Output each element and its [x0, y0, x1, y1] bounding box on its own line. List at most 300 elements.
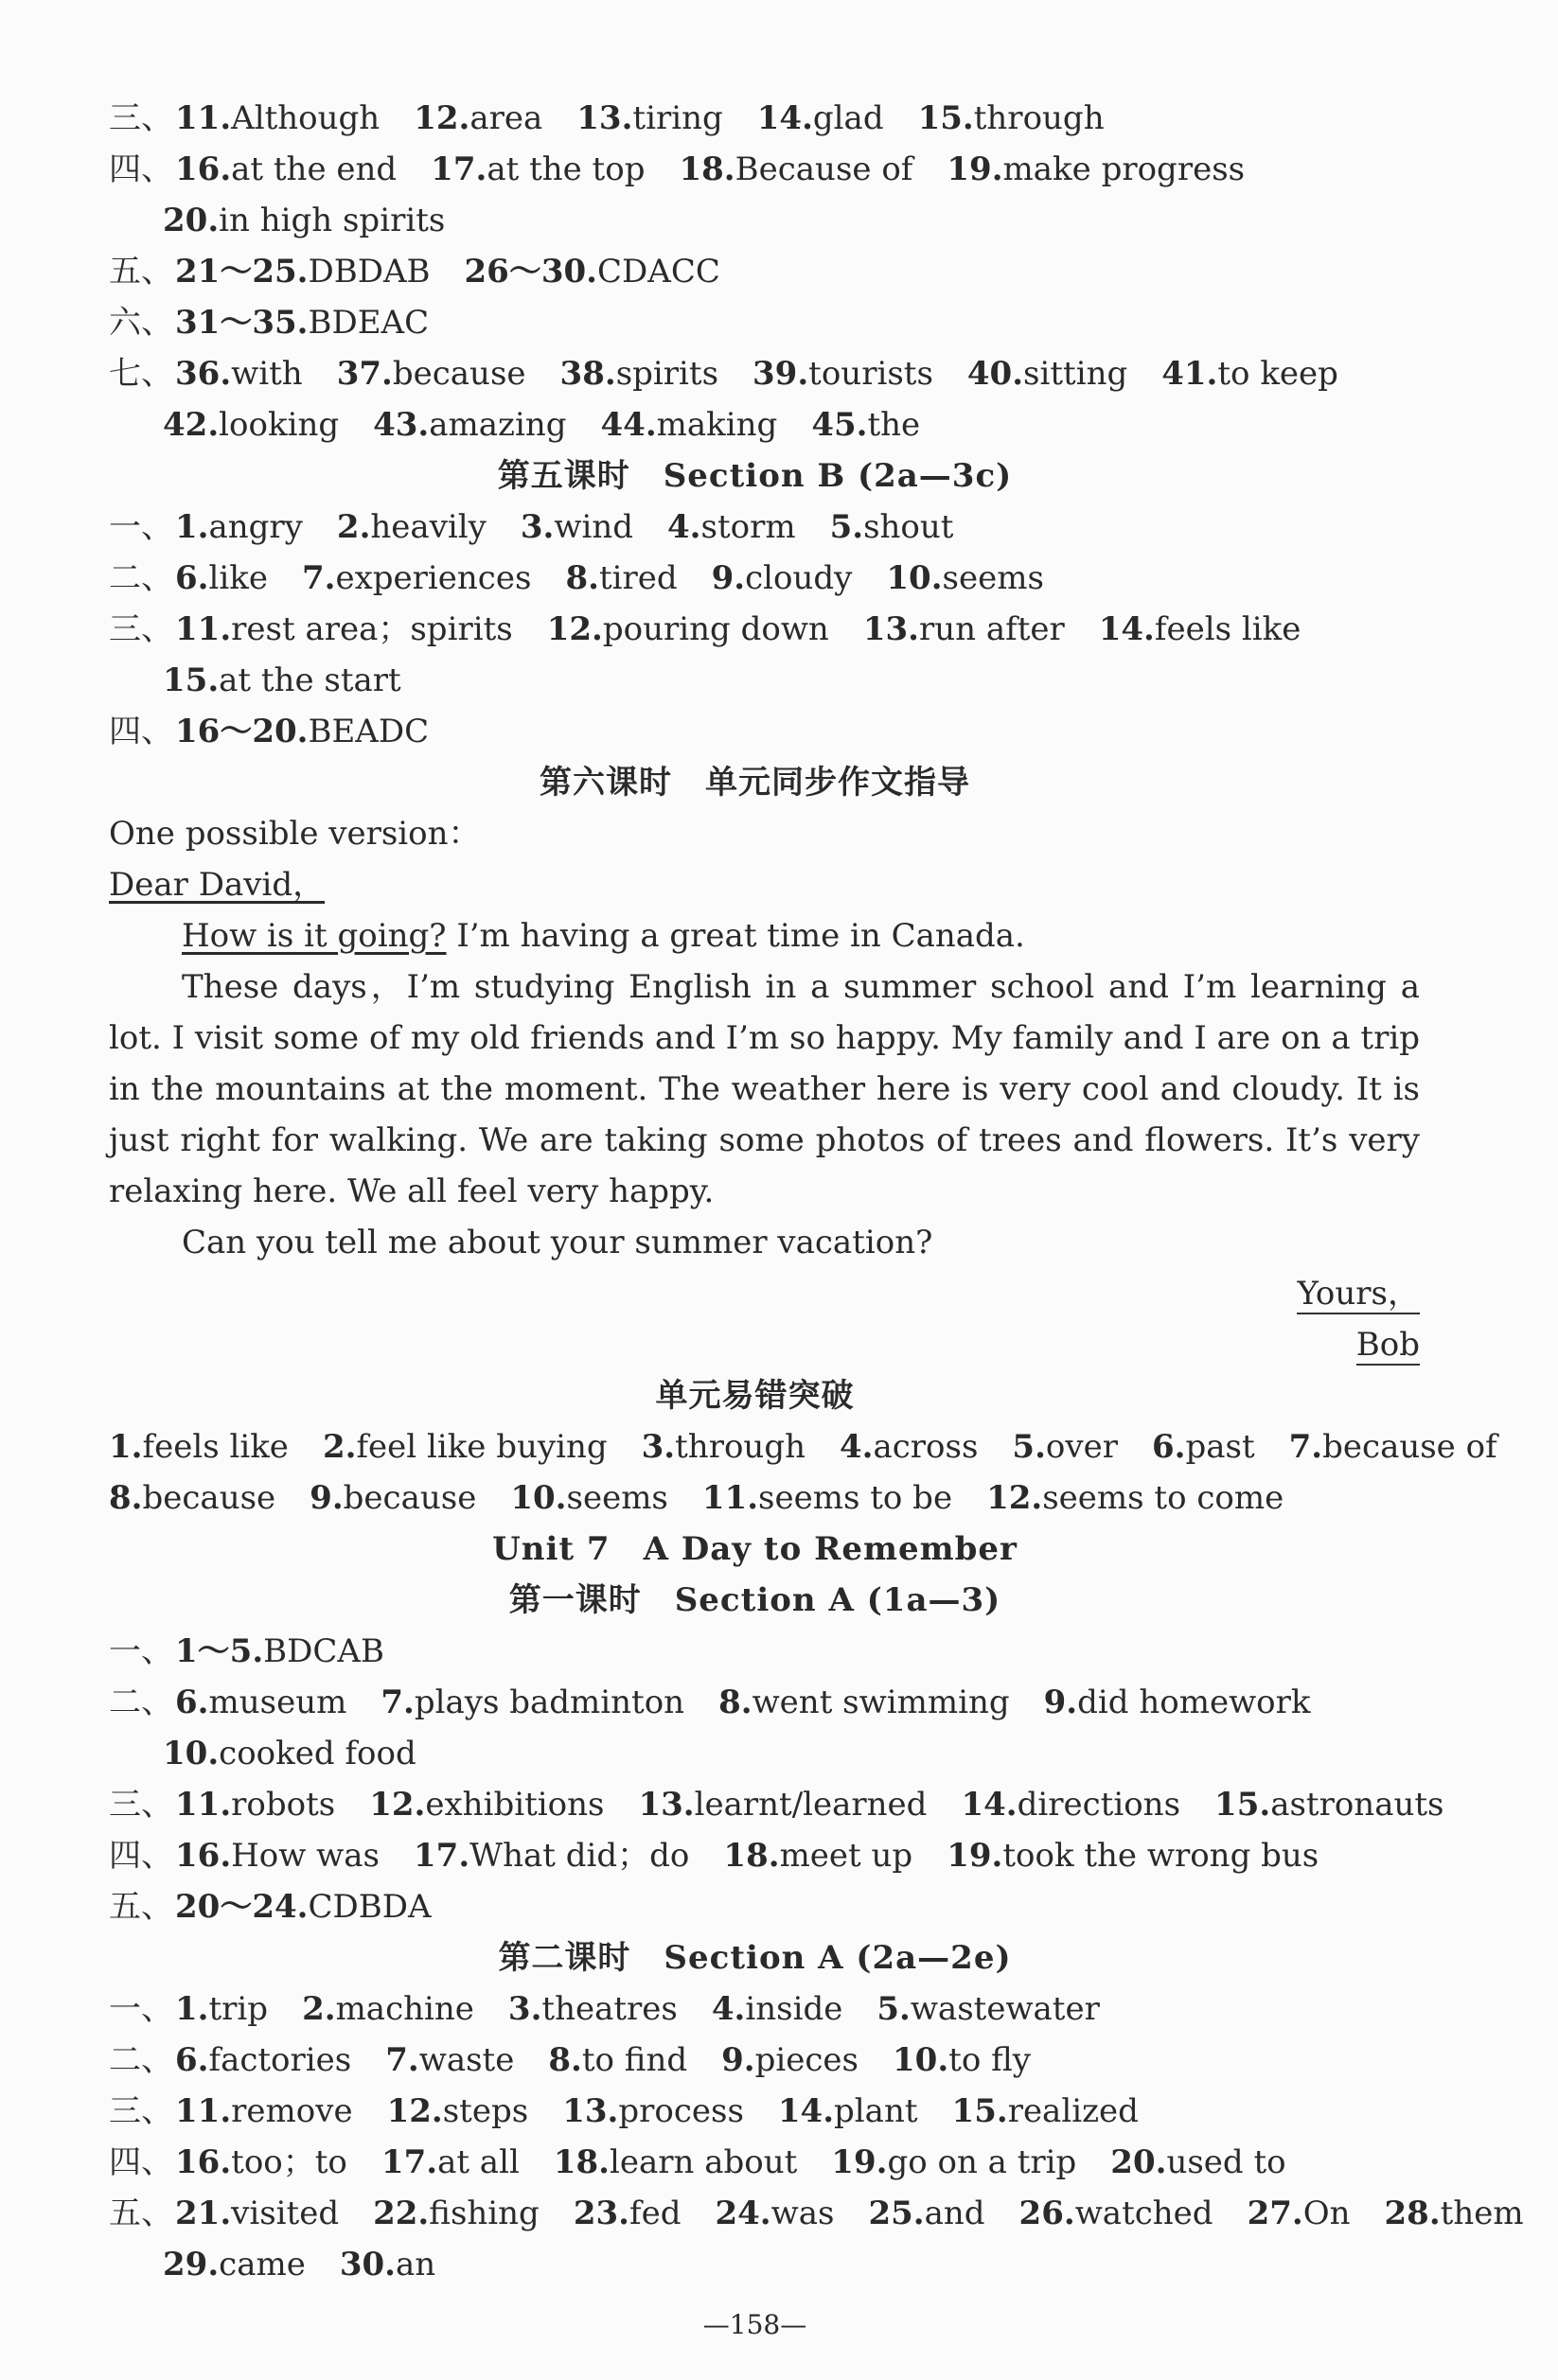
- answer-item: [947, 150, 1245, 188]
- section-roman-label: 三、: [109, 99, 173, 137]
- answer-line: [109, 253, 754, 291]
- answer-item: [1385, 2195, 1524, 2232]
- answer-item: [381, 2143, 520, 2181]
- answer-line: [163, 661, 435, 699]
- answer-item: [868, 2195, 984, 2232]
- answer-item: [830, 508, 954, 546]
- answer-item: [175, 1990, 268, 2028]
- answer-line: [109, 559, 1078, 597]
- answer-item: [175, 559, 268, 597]
- answer-item: [175, 99, 380, 137]
- question-number: 12.: [546, 610, 603, 648]
- answer-item: [1248, 2195, 1351, 2232]
- answer-item: [1044, 1684, 1311, 1721]
- answer-text: shout: [863, 508, 954, 546]
- answer-text: through: [675, 1428, 806, 1466]
- answer-text: fed: [629, 2195, 682, 2232]
- answer-item: [414, 1837, 689, 1875]
- question-number: 2.: [302, 1990, 336, 2028]
- question-number: 15.: [951, 2092, 1008, 2130]
- answer-text: rest area；spirits: [231, 610, 513, 648]
- question-number: 3.: [507, 1990, 542, 2028]
- answer-item: [175, 508, 303, 546]
- question-number: 11.: [701, 1479, 759, 1517]
- question-number: 10.: [510, 1479, 567, 1517]
- question-number: 11.: [175, 99, 232, 137]
- answer-text: did homework: [1077, 1684, 1311, 1721]
- answer-line: [109, 2143, 1320, 2181]
- question-number: 5.: [1012, 1428, 1046, 1466]
- answer-text: feel like buying: [356, 1428, 608, 1466]
- section-roman-label: 五、: [109, 2195, 173, 2232]
- answer-line: [109, 1684, 1345, 1721]
- answer-text: pouring down: [602, 610, 829, 648]
- question-number: 11.: [175, 1786, 232, 1824]
- answer-line: [109, 2041, 1065, 2079]
- answer-item: [757, 99, 884, 137]
- question-number: 1.: [175, 508, 209, 546]
- section-roman-label: 四、: [109, 713, 173, 750]
- question-number: 26.: [1018, 2195, 1075, 2232]
- answer-item: [547, 610, 829, 648]
- answer-text: used to: [1166, 2143, 1286, 2181]
- answer-item: [863, 610, 1065, 648]
- answer-text: heavily: [370, 508, 487, 546]
- essay-body: These days，I’m studying English in a summer school and I’m learning a lot. I visit some of my old friends and I’m so happy. My family and I are on a trip in the mountains at the moment. The weather here is very cool and cloudy. It is just right for walking. We are taking some photos of trees and flowers. It’s very relaxing here. We all feel very happy.: [109, 968, 1420, 1210]
- answer-item: [340, 2246, 435, 2283]
- answer-text: How was: [231, 1837, 381, 1875]
- answer-text: wind: [554, 508, 633, 546]
- answer-item: [521, 508, 633, 546]
- answer-text: came: [219, 2246, 306, 2283]
- answer-line: [109, 1479, 1318, 1517]
- question-number: 18.: [553, 2143, 610, 2181]
- answer-text: visited: [231, 2195, 340, 2232]
- answer-item: [175, 713, 429, 750]
- section-roman-label: 三、: [109, 610, 173, 648]
- question-number: 9.: [310, 1479, 344, 1517]
- answer-text: feels like: [142, 1428, 289, 1466]
- answer-item: [175, 253, 431, 291]
- answer-text: On: [1302, 2195, 1351, 2232]
- answer-item: [574, 2195, 682, 2232]
- answer-text: at the end: [231, 150, 398, 188]
- answer-item: [712, 559, 853, 597]
- answer-text: seems: [942, 559, 1044, 597]
- answer-item: [886, 559, 1044, 597]
- answer-text: through: [973, 99, 1105, 137]
- question-number: 24.: [715, 2195, 771, 2232]
- answer-text: Although: [231, 99, 381, 137]
- section-roman-label: 七、: [109, 355, 173, 393]
- question-number: 17.: [431, 150, 487, 188]
- answer-text: What did；do: [469, 1837, 690, 1875]
- question-number: 37.: [336, 355, 393, 393]
- answer-line: [109, 1990, 1134, 2028]
- answer-item: [337, 355, 526, 393]
- answer-line: [109, 1786, 1478, 1824]
- answer-text: tired: [598, 559, 678, 597]
- answer-item: [1214, 1786, 1443, 1824]
- answer-item: [510, 1479, 668, 1517]
- answer-text: wastewater: [910, 1990, 1100, 2028]
- unit-title: Unit 7 A Day to Remember: [492, 1530, 1018, 1568]
- question-number: 31～35.: [175, 304, 309, 342]
- question-number: 6.: [175, 2041, 209, 2079]
- answer-text: took the wrong bus: [1002, 1837, 1319, 1875]
- answer-item: [373, 2195, 540, 2232]
- section-roman-label: 四、: [109, 1837, 173, 1875]
- answer-line: [109, 1632, 418, 1670]
- section-roman-label: 五、: [109, 1888, 173, 1926]
- section-roman-label: 二、: [109, 1684, 173, 1721]
- question-number: 1.: [109, 1428, 143, 1466]
- answer-item: [893, 2041, 1031, 2079]
- answer-item: [918, 99, 1105, 137]
- answer-item: [715, 2195, 834, 2232]
- answer-item: [387, 2092, 529, 2130]
- answer-text: because: [142, 1479, 276, 1517]
- question-number: 12.: [414, 99, 470, 137]
- answer-text: was: [770, 2195, 835, 2232]
- answer-item: [323, 1428, 608, 1466]
- question-number: 9.: [711, 559, 746, 597]
- answer-item: [381, 1684, 684, 1721]
- question-number: 28.: [1384, 2195, 1441, 2232]
- answer-text: plant: [834, 2092, 918, 2130]
- answer-text: plays badminton: [414, 1684, 685, 1721]
- answer-text: angry: [208, 508, 303, 546]
- question-number: 16.: [175, 150, 232, 188]
- answer-text: area: [469, 99, 543, 137]
- answer-item: [986, 1479, 1284, 1517]
- answer-text: because: [343, 1479, 477, 1517]
- question-number: 3.: [641, 1428, 676, 1466]
- question-number: 13.: [562, 2092, 619, 2130]
- question-number: 18.: [723, 1837, 780, 1875]
- answer-item: [1099, 610, 1301, 648]
- section-heading: 第二课时 Section A (2a—2e): [498, 1939, 1012, 1977]
- section-roman-label: 四、: [109, 2143, 173, 2181]
- question-number: 25.: [868, 2195, 925, 2232]
- answer-item: [961, 1786, 1180, 1824]
- question-number: 11.: [175, 2092, 232, 2130]
- answer-text: trip: [208, 1990, 269, 2028]
- answer-text: theatres: [541, 1990, 678, 2028]
- answer-line: [109, 610, 1335, 648]
- answer-item: [163, 202, 445, 239]
- question-number: 10.: [163, 1735, 220, 1772]
- answer-text: the: [867, 406, 921, 444]
- answer-text: past: [1185, 1428, 1255, 1466]
- answer-item: [175, 1786, 335, 1824]
- question-number: 18.: [679, 150, 735, 188]
- answer-item: [175, 1837, 380, 1875]
- answer-item: [565, 559, 677, 597]
- answer-item: [642, 1428, 806, 1466]
- essay-opening: [182, 917, 1025, 955]
- answer-item: [712, 1990, 842, 2028]
- answer-text: tourists: [808, 355, 933, 393]
- answer-item: [1012, 1428, 1118, 1466]
- answer-text: realized: [1007, 2092, 1139, 2130]
- section-roman-label: 三、: [109, 1786, 173, 1824]
- answer-item: [667, 508, 796, 546]
- answer-text: go on a trip: [887, 2143, 1077, 2181]
- answer-item: [302, 559, 531, 597]
- question-number: 8.: [718, 1684, 752, 1721]
- question-number: 41.: [1161, 355, 1218, 393]
- question-number: 30.: [339, 2246, 396, 2283]
- answer-text: remove: [231, 2092, 353, 2130]
- answer-item: [1289, 1428, 1497, 1466]
- answer-text: astronauts: [1270, 1786, 1444, 1824]
- essay-opening-underlined: How is it going?: [182, 917, 447, 955]
- question-number: 2.: [322, 1428, 357, 1466]
- question-number: 4.: [839, 1428, 874, 1466]
- answer-text: seems to come: [1042, 1479, 1284, 1517]
- question-number: 38.: [559, 355, 616, 393]
- answer-line: [109, 1428, 1531, 1466]
- answer-item: [163, 406, 339, 444]
- answer-item: [175, 355, 303, 393]
- answer-text: machine: [335, 1990, 474, 2028]
- question-number: 16.: [175, 1837, 232, 1875]
- section-heading: 第一课时 Section A (1a—3): [508, 1581, 1001, 1619]
- question-number: 15.: [1214, 1786, 1271, 1824]
- question-number: 20.: [1110, 2143, 1167, 2181]
- answer-text: across: [873, 1428, 979, 1466]
- answer-text: meet up: [779, 1837, 913, 1875]
- answer-line: [109, 1837, 1353, 1875]
- answer-item: [811, 406, 920, 444]
- answer-item: [163, 1735, 416, 1772]
- answer-text: because: [392, 355, 526, 393]
- question-number: 19.: [947, 1837, 1003, 1875]
- answer-line: [109, 99, 1139, 137]
- answer-item: [175, 1888, 432, 1926]
- answer-item: [302, 1990, 474, 2028]
- question-number: 9.: [1043, 1684, 1078, 1721]
- answer-item: [385, 2041, 514, 2079]
- answer-item: [718, 1684, 1010, 1721]
- answer-text: seems to be: [758, 1479, 953, 1517]
- answer-item: [431, 150, 645, 188]
- answer-text: in high spirits: [219, 202, 446, 239]
- answer-item: [967, 355, 1127, 393]
- answer-item: [175, 2195, 339, 2232]
- answer-line: [109, 508, 987, 546]
- answer-item: [554, 2143, 797, 2181]
- answer-item: [175, 1632, 384, 1670]
- answer-item: [175, 610, 513, 648]
- question-number: 20～24.: [175, 1888, 309, 1926]
- answer-text: with: [231, 355, 303, 393]
- question-number: 40.: [966, 355, 1024, 393]
- answer-text: museum: [208, 1684, 347, 1721]
- answer-text: to fly: [948, 2041, 1031, 2079]
- answer-text: making: [656, 406, 778, 444]
- answer-line: [109, 150, 1279, 188]
- answer-item: [310, 1479, 476, 1517]
- question-number: 36.: [175, 355, 232, 393]
- answer-text: at all: [437, 2143, 520, 2181]
- answer-text: make progress: [1002, 150, 1246, 188]
- question-number: 14.: [961, 1786, 1018, 1824]
- question-number: 10.: [893, 2041, 949, 2079]
- answer-item: [831, 2143, 1076, 2181]
- answer-text: like: [208, 559, 268, 597]
- answer-item: [373, 406, 566, 444]
- answer-item: [560, 355, 718, 393]
- answer-text: them: [1440, 2195, 1524, 2232]
- answer-text: amazing: [429, 406, 567, 444]
- answer-text: waste: [418, 2041, 515, 2079]
- answer-item: [369, 1786, 604, 1824]
- answer-text: cooked food: [219, 1735, 416, 1772]
- answer-text: run after: [918, 610, 1065, 648]
- question-number: 17.: [381, 2143, 438, 2181]
- answer-item: [175, 1684, 346, 1721]
- answer-line: [163, 1735, 451, 1772]
- answer-item: [163, 661, 401, 699]
- question-number: 4.: [667, 508, 701, 546]
- answer-item: [1110, 2143, 1285, 2181]
- question-number: 26～30.: [464, 253, 597, 291]
- question-number: 7.: [385, 2041, 419, 2079]
- question-number: 21～25.: [175, 253, 309, 291]
- section-heading: 第六课时 单元同步作文指导: [540, 764, 970, 802]
- answer-item: [702, 1479, 952, 1517]
- answer-item: [175, 304, 429, 342]
- answer-item: [576, 99, 722, 137]
- question-number: 2.: [336, 508, 371, 546]
- answer-item: [508, 1990, 678, 2028]
- question-number: 12.: [986, 1479, 1043, 1517]
- question-number: 15.: [163, 661, 220, 699]
- answer-line: [163, 2246, 469, 2283]
- answer-text: directions: [1017, 1786, 1181, 1824]
- answer-line: [163, 202, 479, 239]
- answer-text: to find: [581, 2041, 688, 2079]
- question-number: 17.: [414, 1837, 470, 1875]
- section-roman-label: 四、: [109, 150, 173, 188]
- essay-greeting: Dear David，: [109, 866, 326, 904]
- answer-text: exhibitions: [425, 1786, 605, 1824]
- answer-text: at the start: [219, 661, 401, 699]
- section-heading: 第五课时 Section B (2a—3c): [497, 457, 1013, 495]
- answer-text: BDEAC: [308, 304, 430, 342]
- answer-line: [109, 304, 463, 342]
- answer-text: feels like: [1154, 610, 1301, 648]
- question-number: 29.: [163, 2246, 220, 2283]
- answer-line: [109, 1888, 466, 1926]
- answer-line: [109, 2195, 1558, 2232]
- answer-text: learn about: [609, 2143, 798, 2181]
- question-number: 1.: [175, 1990, 209, 2028]
- question-number: 6.: [175, 559, 209, 597]
- answer-item: [548, 2041, 687, 2079]
- question-number: 7.: [301, 559, 336, 597]
- answer-item: [1152, 1428, 1255, 1466]
- answer-text: Because of: [735, 150, 913, 188]
- answer-item: [840, 1428, 978, 1466]
- question-number: 6.: [1151, 1428, 1186, 1466]
- answer-text: too；to: [231, 2143, 347, 2181]
- answer-text: to keep: [1217, 355, 1338, 393]
- page-number: —158—: [702, 2309, 807, 2340]
- answer-item: [679, 150, 912, 188]
- question-number: 14.: [1098, 610, 1155, 648]
- question-number: 39.: [752, 355, 809, 393]
- question-number: 23.: [573, 2195, 629, 2232]
- answer-text: inside: [745, 1990, 843, 2028]
- answer-item: [175, 2143, 347, 2181]
- answer-item: [601, 406, 778, 444]
- answer-item: [1019, 2195, 1213, 2232]
- question-number: 13.: [862, 610, 919, 648]
- answer-text: pieces: [754, 2041, 859, 2079]
- answer-text: factories: [208, 2041, 352, 2079]
- answer-text: an: [396, 2246, 436, 2283]
- answer-item: [414, 99, 542, 137]
- question-number: 7.: [381, 1684, 415, 1721]
- question-number: 5.: [876, 1990, 911, 2028]
- answer-text: steps: [442, 2092, 529, 2130]
- section-roman-label: 二、: [109, 559, 173, 597]
- answer-item: [337, 508, 487, 546]
- question-number: 22.: [373, 2195, 430, 2232]
- answer-text: watched: [1074, 2195, 1213, 2232]
- answer-line: [109, 355, 1372, 393]
- question-number: 8.: [109, 1479, 143, 1517]
- answer-item: [721, 2041, 859, 2079]
- answer-item: [175, 2092, 353, 2130]
- section-roman-label: 五、: [109, 253, 173, 291]
- answer-item: [638, 1786, 927, 1824]
- answer-text: seems: [566, 1479, 668, 1517]
- answer-text: cloudy: [745, 559, 853, 597]
- answer-item: [947, 1837, 1319, 1875]
- answer-text: tiring: [632, 99, 723, 137]
- answer-text: fishing: [429, 2195, 540, 2232]
- question-number: 44.: [600, 406, 657, 444]
- essay-opening-rest: I’m having a great time in Canada.: [446, 917, 1025, 955]
- answer-text: over: [1045, 1428, 1118, 1466]
- answer-line: [109, 713, 463, 750]
- section-roman-label: 一、: [109, 1990, 173, 2028]
- essay-name: Bob: [1355, 1326, 1420, 1364]
- question-number: 9.: [721, 2041, 755, 2079]
- answer-text: and: [924, 2195, 985, 2232]
- answer-item: [562, 2092, 744, 2130]
- section-roman-label: 六、: [109, 304, 173, 342]
- question-number: 8.: [548, 2041, 582, 2079]
- answer-text: spirits: [615, 355, 719, 393]
- answer-text: glad: [812, 99, 884, 137]
- answer-item: [109, 1479, 275, 1517]
- question-number: 13.: [638, 1786, 695, 1824]
- answer-item: [175, 2041, 351, 2079]
- question-number: 20.: [163, 202, 220, 239]
- answer-item: [752, 355, 933, 393]
- answer-text: robots: [231, 1786, 336, 1824]
- question-number: 16～20.: [175, 713, 309, 750]
- answer-item: [1161, 355, 1338, 393]
- answer-text: CDBDA: [308, 1888, 432, 1926]
- question-number: 1～5.: [175, 1632, 264, 1670]
- question-number: 27.: [1247, 2195, 1303, 2232]
